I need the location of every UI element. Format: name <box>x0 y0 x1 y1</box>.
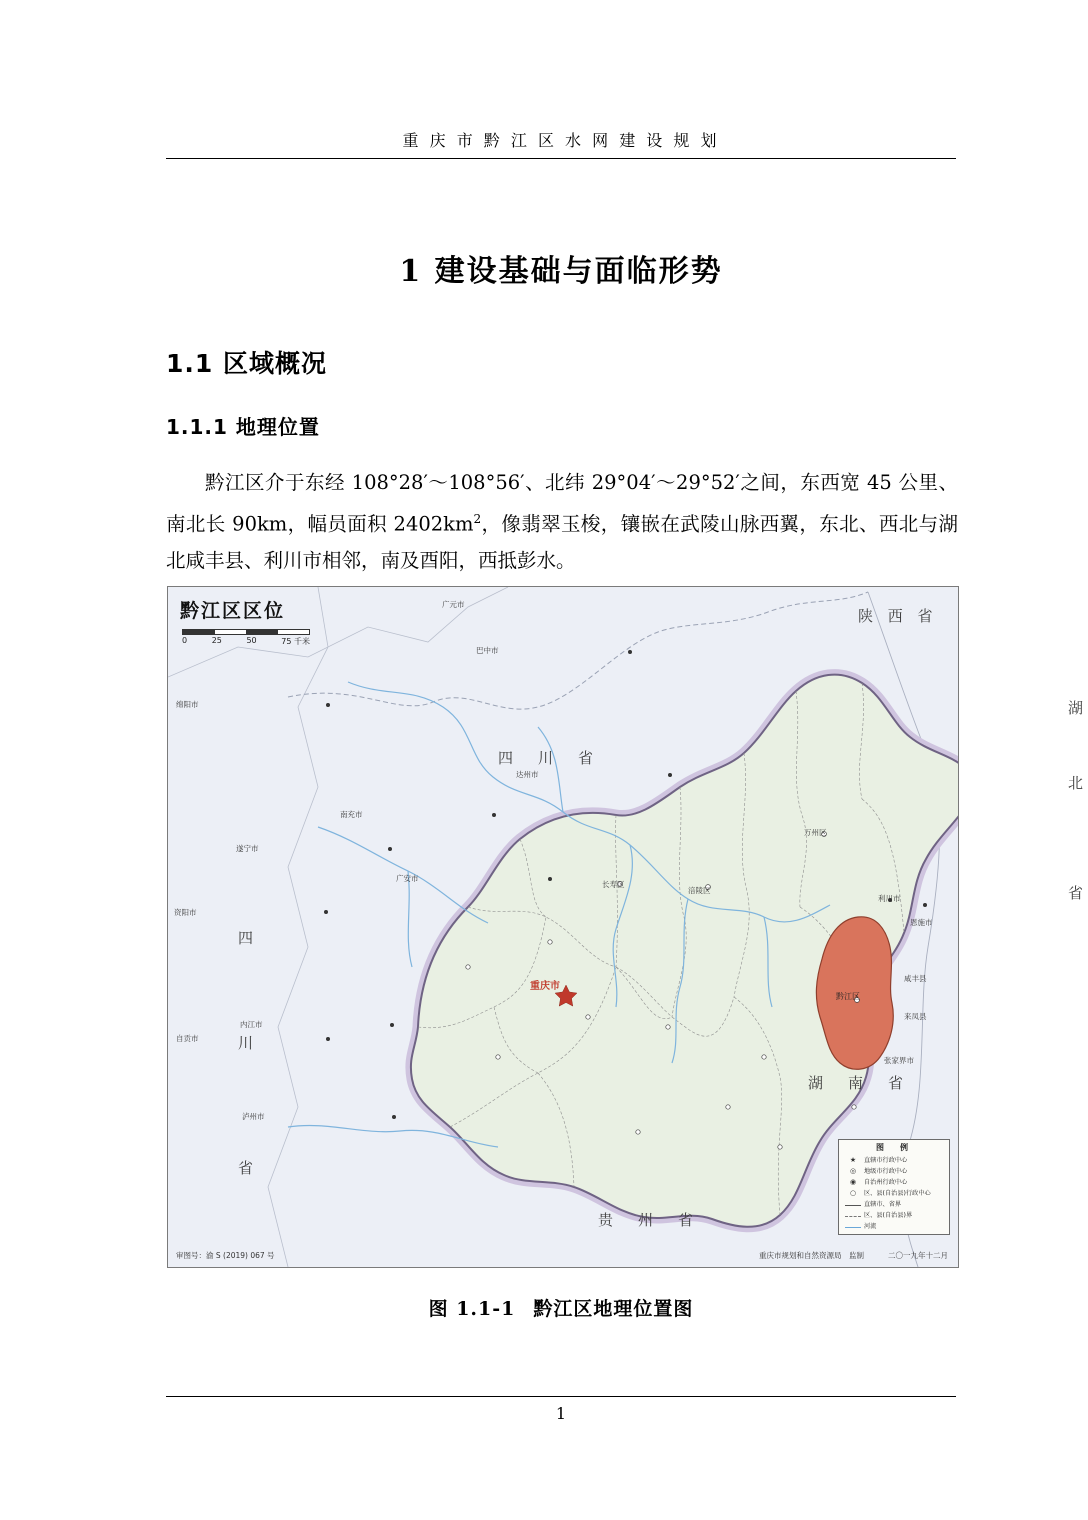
province-label-bei: 北 <box>1068 774 1088 792</box>
city-label-lichuan: 利川市 <box>878 894 901 903</box>
map-canvas <box>168 587 1088 1267</box>
circle-icon: ○ <box>849 1189 857 1197</box>
city-label-zigong: 自贡市 <box>176 1034 199 1043</box>
figure-map-container <box>167 586 1088 1268</box>
map-date: 二〇一九年十二月 <box>888 1251 948 1260</box>
legend-item-label: 直辖市、省界 <box>864 1201 902 1208</box>
map-publisher: 重庆市规划和自然资源局 监制 <box>759 1251 864 1260</box>
legend-item-label: 直辖市行政中心 <box>864 1157 908 1164</box>
legend-item <box>842 1166 946 1177</box>
city-label-xianfeng: 咸丰县 <box>904 974 927 983</box>
province-label-sheng-hubei: 省 <box>1068 884 1088 902</box>
legend-item-label: 地级市行政中心 <box>864 1168 908 1175</box>
map-scalebar <box>182 629 310 647</box>
province-label-guizhou: 贵 州 省 <box>598 1211 699 1229</box>
scalebar-bar <box>182 629 310 635</box>
star-icon: ★ <box>849 1156 857 1164</box>
legend-item <box>842 1199 946 1210</box>
dashed-line-icon <box>842 1210 864 1221</box>
double-circle-icon: ◎ <box>849 1167 857 1175</box>
page-number: 1 <box>555 1404 567 1423</box>
city-label-changshou: 长寿区 <box>602 880 625 889</box>
city-label-ziyang: 资阳市 <box>174 908 197 917</box>
city-label-bazhong: 巴中市 <box>476 646 499 655</box>
legend-list <box>842 1155 946 1232</box>
page-title: 1 建设基础与面临形势 <box>399 254 723 290</box>
header-divider <box>166 158 956 159</box>
province-label-hu: 湖 <box>1068 699 1088 717</box>
legend-item-label: 区、县(自治县)行政中心 <box>864 1190 931 1197</box>
province-label-shaanxi: 陕 西 省 <box>858 607 938 625</box>
highlight-label-qianjiang: 黔江区 <box>836 992 860 1001</box>
section-heading-1-1-1: 1.1.1 地理位置 <box>166 415 320 439</box>
map-legend <box>838 1139 950 1235</box>
city-label-suining: 遂宁市 <box>236 844 259 853</box>
city-label-wanzhou: 万州区 <box>804 828 827 837</box>
scalebar-label-75: 75 千米 <box>281 637 310 646</box>
paragraph-superscript: 2 <box>473 511 482 526</box>
city-label-enshi: 恩施市 <box>910 918 933 927</box>
scalebar-label-0: 0 <box>182 636 188 645</box>
legend-item <box>842 1188 946 1199</box>
paragraph-text-part2: ，像翡翠玉梭，镶嵌在武陵山脉西翼，东北、西北与湖北咸丰县、利川市相邻，南及酉阳，西抵彭水。 <box>166 512 958 572</box>
province-label-sheng-sichuan: 省 <box>238 1159 259 1177</box>
figure-caption-number: 图 1.1-1 <box>428 1298 516 1320</box>
figure-caption-text: 黔江区地理位置图 <box>533 1298 694 1320</box>
city-label-nanchong: 南充市 <box>340 810 363 819</box>
city-label-dazhou: 达州市 <box>516 770 539 779</box>
river-line-icon <box>842 1221 864 1232</box>
section-heading-1-1: 1.1 区域概况 <box>166 348 327 378</box>
province-label-sichuan-top: 四 川 省 <box>498 749 599 767</box>
city-label-mianyang: 绵阳市 <box>176 700 199 709</box>
legend-item <box>842 1155 946 1166</box>
scalebar-labels <box>182 636 310 647</box>
map-review-number: 审图号：渝 S (2019) 067 号 <box>176 1251 275 1260</box>
legend-item-label: 区、县(自治县)界 <box>864 1212 913 1219</box>
legend-item <box>842 1210 946 1221</box>
city-label-zhangjiajie: 张家界市 <box>884 1056 914 1065</box>
footer-divider <box>166 1396 956 1397</box>
city-label-fuling: 涪陵区 <box>688 886 711 895</box>
city-label-guangyuan: 广元市 <box>442 600 465 609</box>
legend-item <box>842 1221 946 1232</box>
capital-label-chongqing: 重庆市 <box>530 981 560 992</box>
city-label-laifeng: 来凤县 <box>904 1012 927 1021</box>
figure-caption <box>166 1294 956 1321</box>
legend-item-label: 自治州行政中心 <box>864 1179 908 1186</box>
city-label-guangan: 广安市 <box>396 874 419 883</box>
province-label-chuan: 川 <box>238 1034 259 1052</box>
scalebar-label-25: 25 <box>211 636 222 645</box>
map-publisher-info <box>759 1250 948 1261</box>
body-paragraph <box>166 464 958 580</box>
running-header: 重 庆 市 黔 江 区 水 网 建 设 规 划 <box>402 131 720 150</box>
map-title: 黔江区区位 <box>180 600 286 622</box>
legend-item <box>842 1177 946 1188</box>
province-label-hunan: 湖 南 省 <box>808 1074 909 1092</box>
legend-title: 图 例 <box>876 1143 912 1152</box>
solid-line-icon <box>842 1199 864 1210</box>
paragraph-text-part1: 黔江区介于东经 108°28′～108°56′、北纬 29°04′～29°52′之间，东西宽 45 公里、南北长 90km，幅员面积 2402km <box>166 470 958 535</box>
city-label-luzhou: 泸州市 <box>242 1112 265 1121</box>
scalebar-label-50: 50 <box>246 636 257 645</box>
legend-item-label: 河流 <box>864 1223 877 1230</box>
province-label-si: 四 <box>238 929 259 947</box>
city-label-neijiang: 内江市 <box>240 1020 263 1029</box>
filled-circle-icon: ◉ <box>849 1178 857 1186</box>
